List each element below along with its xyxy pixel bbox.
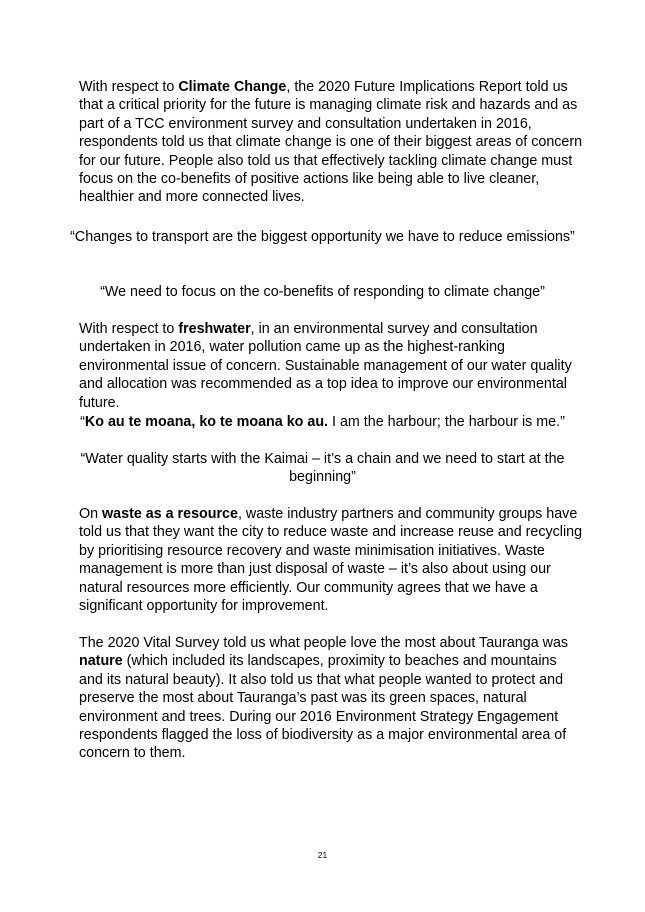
- waste-para-body: , waste industry partners and community groups have told us that they want the city to reduce waste and increase reuse and recycling by prioritising resource recovery and waste minimisation initiatives. Waste management is more than just disposal of waste – it’s also about using our natural resources more efficiently. Our community agrees that we have a significant opportunity for improvement.: [79, 506, 583, 615]
- nature-para-intro: The 2020 Vital Survey told us what people love the most about Tauranga was: [79, 635, 569, 651]
- transport-quote: “Changes to transport are the biggest opportunity we have to reduce emissions”: [70, 229, 575, 245]
- waste-para-intro: On: [79, 506, 103, 522]
- kaimai-quote: “Water quality starts with the Kaimai – it’s a chain and we need to start at the beginning”: [80, 451, 565, 486]
- freshwater-heading: freshwater: [178, 321, 251, 337]
- harbour-quote: [60, 413, 585, 431]
- freshwater-paragraph: [79, 320, 584, 412]
- waste-heading: waste as a resource: [102, 506, 238, 522]
- cobenefits-quote: “We need to focus on the co-benefits of responding to climate change”: [100, 284, 545, 300]
- page-number: 21: [317, 850, 328, 860]
- climate-change-paragraph: [79, 78, 584, 207]
- freshwater-para-intro: With respect to: [79, 321, 179, 337]
- harbour-quote-maori: Ko au te moana, ko te moana ko au.: [84, 414, 329, 430]
- nature-para-body: (which included its landscapes, proximity to beaches and mountains and its natural beauty). It also told us that what people wanted to protect and preserve the most about Tauranga’s past was its green spaces, natural environment and trees. During our 2016 Environment Strategy Engagement respondents flagged the loss of biodiversity as a major environmental area of concern to them.: [79, 653, 567, 762]
- climate-change-heading: Climate Change: [178, 79, 287, 95]
- harbour-quote-english: I am the harbour; the harbour is me.”: [328, 414, 565, 430]
- harbour-quote-open: “: [80, 414, 85, 430]
- waste-paragraph: [79, 505, 584, 615]
- nature-heading: nature: [79, 653, 123, 670]
- nature-paragraph: [79, 634, 584, 763]
- climate-para-intro: With respect to: [79, 79, 179, 95]
- climate-para-body: , the 2020 Future Implications Report told us that a critical priority for the future is managing climate risk and hazards and as part of a TCC environment survey and consultation undertaken in 2016, respondents told us that climate change is one of their biggest areas of concern for our future. People also told us that effectively tackling climate change must focus on the co-benefits of positive actions like being able to live cleaner, healthier and more connected lives.: [79, 79, 583, 206]
- freshwater-para-body: , in an environmental survey and consultation undertaken in 2016, water pollution came up as the highest-ranking environmental issue of concern. Sustainable management of our water quality and allocation was recommended as a top idea to improve our environmental future.: [79, 321, 572, 411]
